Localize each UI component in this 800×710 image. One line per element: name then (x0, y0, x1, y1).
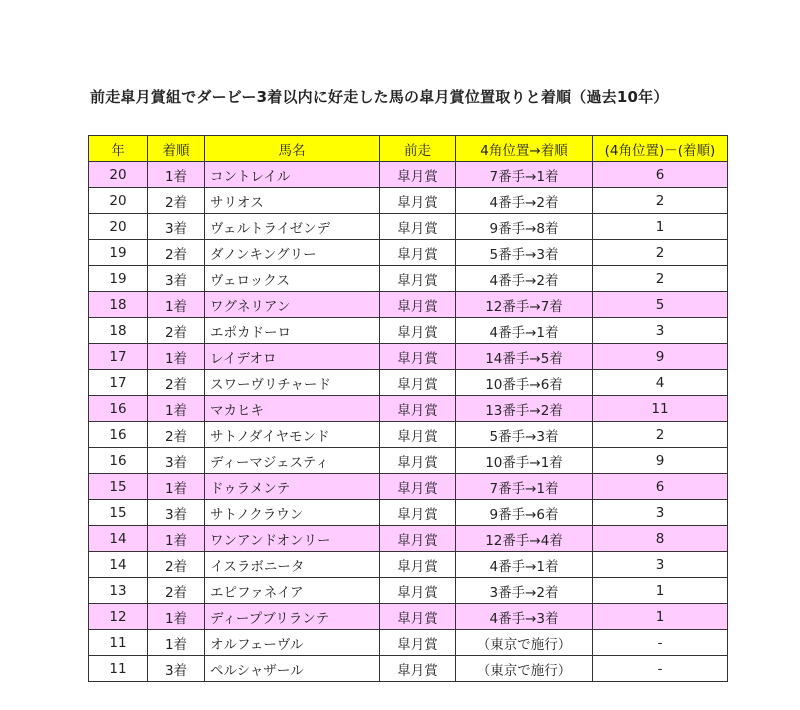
finish-cell: 1着 (148, 526, 205, 552)
header-finish: 着順 (148, 136, 205, 162)
year-cell: 20 (89, 188, 148, 214)
year-cell: 16 (89, 396, 148, 422)
header-year: 年 (89, 136, 148, 162)
finish-cell: 1着 (148, 474, 205, 500)
position-cell: （東京で施行） (456, 656, 593, 682)
diff-cell: 5 (593, 292, 728, 318)
diff-cell: 6 (593, 474, 728, 500)
finish-cell: 3着 (148, 448, 205, 474)
year-cell: 14 (89, 526, 148, 552)
diff-cell: 1 (593, 214, 728, 240)
finish-cell: 3着 (148, 266, 205, 292)
diff-cell: 2 (593, 266, 728, 292)
horse-name-cell: サリオス (205, 188, 380, 214)
diff-cell: - (593, 656, 728, 682)
table-row (89, 474, 728, 500)
finish-cell: 2着 (148, 318, 205, 344)
prev-race-cell: 皐月賞 (380, 344, 456, 370)
table-row (89, 240, 728, 266)
prev-race-cell: 皐月賞 (380, 578, 456, 604)
table-row (89, 344, 728, 370)
finish-cell: 2着 (148, 240, 205, 266)
year-cell: 11 (89, 630, 148, 656)
horse-name-cell: オルフェーヴル (205, 630, 380, 656)
header-horse: 馬名 (205, 136, 380, 162)
horse-name-cell: イスラボニータ (205, 552, 380, 578)
diff-cell: - (593, 630, 728, 656)
horse-name-cell: ドゥラメンテ (205, 474, 380, 500)
finish-cell: 2着 (148, 188, 205, 214)
prev-race-cell: 皐月賞 (380, 266, 456, 292)
year-cell: 19 (89, 240, 148, 266)
position-cell: 4番手→1着 (456, 552, 593, 578)
horse-name-cell: ヴェルトライゼンデ (205, 214, 380, 240)
table-row (89, 162, 728, 188)
finish-cell: 3着 (148, 214, 205, 240)
finish-cell: 2着 (148, 578, 205, 604)
finish-cell: 1着 (148, 292, 205, 318)
table-row (89, 604, 728, 630)
table-row (89, 448, 728, 474)
position-cell: 7番手→1着 (456, 162, 593, 188)
table-row (89, 292, 728, 318)
finish-cell: 3着 (148, 656, 205, 682)
table-row (89, 500, 728, 526)
position-cell: 9番手→6着 (456, 500, 593, 526)
prev-race-cell: 皐月賞 (380, 500, 456, 526)
year-cell: 20 (89, 214, 148, 240)
diff-cell: 3 (593, 552, 728, 578)
table-row (89, 578, 728, 604)
finish-cell: 1着 (148, 162, 205, 188)
horse-name-cell: エポカドーロ (205, 318, 380, 344)
horse-name-cell: サトノダイヤモンド (205, 422, 380, 448)
year-cell: 20 (89, 162, 148, 188)
header-row (89, 136, 728, 162)
prev-race-cell: 皐月賞 (380, 656, 456, 682)
prev-race-cell: 皐月賞 (380, 448, 456, 474)
prev-race-cell: 皐月賞 (380, 604, 456, 630)
year-cell: 17 (89, 370, 148, 396)
diff-cell: 1 (593, 578, 728, 604)
horse-name-cell: ディープブリランテ (205, 604, 380, 630)
prev-race-cell: 皐月賞 (380, 370, 456, 396)
diff-cell: 2 (593, 422, 728, 448)
table-row (89, 396, 728, 422)
diff-cell: 2 (593, 188, 728, 214)
table-row (89, 630, 728, 656)
position-cell: 4番手→1着 (456, 318, 593, 344)
prev-race-cell: 皐月賞 (380, 526, 456, 552)
prev-race-cell: 皐月賞 (380, 422, 456, 448)
position-cell: 10番手→6着 (456, 370, 593, 396)
table-row (89, 370, 728, 396)
finish-cell: 1着 (148, 604, 205, 630)
position-cell: 4番手→2着 (456, 266, 593, 292)
horse-name-cell: レイデオロ (205, 344, 380, 370)
prev-race-cell: 皐月賞 (380, 318, 456, 344)
prev-race-cell: 皐月賞 (380, 292, 456, 318)
table-row (89, 656, 728, 682)
table-title: 前走皐月賞組でダービー3着以内に好走した馬の皐月賞位置取りと着順（過去10年） (90, 88, 669, 106)
table-row (89, 266, 728, 292)
table-row (89, 552, 728, 578)
year-cell: 18 (89, 318, 148, 344)
position-cell: 3番手→2着 (456, 578, 593, 604)
diff-cell: 11 (593, 396, 728, 422)
year-cell: 12 (89, 604, 148, 630)
year-cell: 11 (89, 656, 148, 682)
position-cell: 4番手→3着 (456, 604, 593, 630)
year-cell: 17 (89, 344, 148, 370)
table-row (89, 318, 728, 344)
prev-race-cell: 皐月賞 (380, 188, 456, 214)
year-cell: 19 (89, 266, 148, 292)
table-row (89, 526, 728, 552)
year-cell: 13 (89, 578, 148, 604)
header-diff: (4角位置)－(着順) (593, 136, 728, 162)
results-table (88, 135, 728, 682)
position-cell: （東京で施行） (456, 630, 593, 656)
horse-name-cell: ダノンキングリー (205, 240, 380, 266)
year-cell: 14 (89, 552, 148, 578)
horse-name-cell: ワンアンドオンリー (205, 526, 380, 552)
position-cell: 4番手→2着 (456, 188, 593, 214)
header-prev-race: 前走 (380, 136, 456, 162)
horse-name-cell: スワーヴリチャード (205, 370, 380, 396)
table-row (89, 188, 728, 214)
header-position: 4角位置→着順 (456, 136, 593, 162)
position-cell: 5番手→3着 (456, 240, 593, 266)
diff-cell: 9 (593, 448, 728, 474)
prev-race-cell: 皐月賞 (380, 162, 456, 188)
position-cell: 13番手→2着 (456, 396, 593, 422)
finish-cell: 3着 (148, 500, 205, 526)
year-cell: 15 (89, 474, 148, 500)
finish-cell: 1着 (148, 344, 205, 370)
horse-name-cell: サトノクラウン (205, 500, 380, 526)
prev-race-cell: 皐月賞 (380, 474, 456, 500)
prev-race-cell: 皐月賞 (380, 630, 456, 656)
horse-name-cell: エピファネイア (205, 578, 380, 604)
position-cell: 9番手→8着 (456, 214, 593, 240)
year-cell: 16 (89, 448, 148, 474)
table-row (89, 422, 728, 448)
finish-cell: 2着 (148, 552, 205, 578)
horse-name-cell: ディーマジェスティ (205, 448, 380, 474)
diff-cell: 4 (593, 370, 728, 396)
diff-cell: 8 (593, 526, 728, 552)
horse-name-cell: ワグネリアン (205, 292, 380, 318)
position-cell: 14番手→5着 (456, 344, 593, 370)
horse-name-cell: ペルシャザール (205, 656, 380, 682)
year-cell: 15 (89, 500, 148, 526)
prev-race-cell: 皐月賞 (380, 396, 456, 422)
horse-name-cell: マカヒキ (205, 396, 380, 422)
position-cell: 12番手→7着 (456, 292, 593, 318)
diff-cell: 1 (593, 604, 728, 630)
position-cell: 12番手→4着 (456, 526, 593, 552)
diff-cell: 3 (593, 318, 728, 344)
position-cell: 7番手→1着 (456, 474, 593, 500)
finish-cell: 1着 (148, 396, 205, 422)
diff-cell: 2 (593, 240, 728, 266)
finish-cell: 1着 (148, 630, 205, 656)
diff-cell: 6 (593, 162, 728, 188)
diff-cell: 3 (593, 500, 728, 526)
horse-name-cell: ヴェロックス (205, 266, 380, 292)
year-cell: 16 (89, 422, 148, 448)
position-cell: 10番手→1着 (456, 448, 593, 474)
prev-race-cell: 皐月賞 (380, 214, 456, 240)
finish-cell: 2着 (148, 370, 205, 396)
table-row (89, 214, 728, 240)
horse-name-cell: コントレイル (205, 162, 380, 188)
finish-cell: 2着 (148, 422, 205, 448)
year-cell: 18 (89, 292, 148, 318)
prev-race-cell: 皐月賞 (380, 552, 456, 578)
prev-race-cell: 皐月賞 (380, 240, 456, 266)
diff-cell: 9 (593, 344, 728, 370)
position-cell: 5番手→3着 (456, 422, 593, 448)
